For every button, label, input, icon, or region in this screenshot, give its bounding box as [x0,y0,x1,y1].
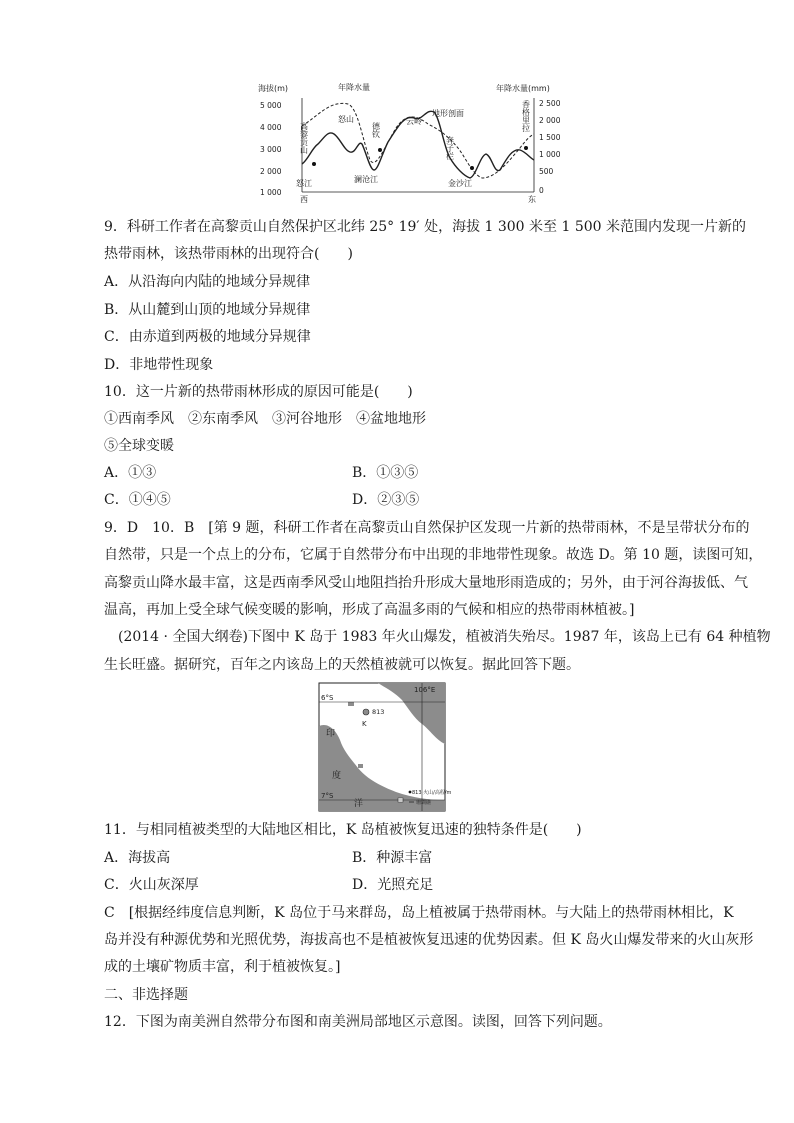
left-tick: 4 000 [260,123,282,132]
latitude-label: 6°S [321,694,334,702]
sea-label: 洋 [354,799,364,809]
right-tick: 2 000 [539,116,561,125]
right-tick: 1 500 [539,133,561,142]
q10-options-row [104,486,710,514]
mountain-label: 香格里拉 [521,100,531,132]
q10-items: ①西南季风 ②东南季风 ③河谷地形 ④盆地地形 [104,411,426,427]
legend-precipitation: 年降水量 [338,83,370,92]
precipitation-curve [302,103,534,178]
river-label: 澜沧江 [354,175,378,184]
direction-east: 东 [528,195,536,204]
q9-option-a: A．从沿海向内陆的地域分异规律 [104,274,311,290]
legend-terrain: 地形剖面 [432,109,464,118]
intro-11: 生长旺盛。据研究，百年之内该岛上的天然植被就可以恢复。据此回答下题。 [104,657,580,673]
q11-stem: 11．与相同植被类型的大陆地区相比，K 岛植被恢复迅速的独特条件是( ) [104,822,582,838]
answer-11: 成的土壤矿物质丰富，利于植被恢复。] [104,959,341,975]
answer-9-10: 9．D 10．B [第 9 题，科研工作者在高黎贡山自然保护区发现一片新的热带雨林，不是呈带状分布的 [104,520,750,536]
q9-stem: 9．科研工作者在高黎贡山自然保护区北纬 25° 19′ 处，海拔 1 300 米至 1 500 米范围内发现一片新的 [104,219,747,235]
terrain-precipitation-figure [258,78,570,204]
q10-items: ⑤全球变暖 [104,438,174,454]
q11-option-a: A．海拔高 [104,850,171,866]
island-label: K [362,720,367,728]
right-tick: 2 500 [539,99,561,108]
intro-11: (2014 · 全国大纲卷)下图中 K 岛于 1983 年火山爆发，植被消失殆尽。1987 年，该岛上已有 64 种植物 [118,629,771,645]
mountain-label: 奔子栏 [445,136,455,160]
left-axis-title: 海拔(m) [258,84,289,93]
answer-9-10: 高黎贡山降水最丰富，这是西南季风受山地阻挡抬升形成大量地形雨造成的；另外，由于河谷海拔低、气 [104,575,748,591]
volcano-value: 813 [372,708,385,716]
right-axis-title: 年降水量(mm) [496,84,550,93]
right-tick: 500 [539,167,554,176]
latitude-label: 7°S [321,792,334,800]
mountain-label: 怒山 [338,115,354,124]
q12-stem: 12．下图为南美洲自然带分布图和南美洲局部地区示意图。读图，回答下列问题。 [104,1014,612,1030]
q10-option-b: B．①③⑤ [352,465,419,481]
river-label: 金沙江 [448,179,472,188]
direction-west: 西 [300,195,308,204]
answer-11: 岛并没有种源优势和光照优势，海拔高也不是植被恢复迅速的优势因素。但 K 岛火山爆发带来的火山灰形 [104,932,754,948]
answer-9-10: 自然带，只是一个点上的分布，它属于自然带分布中出现的非地带性现象。故选 D。第 10 题，读图可知， [104,547,763,563]
left-tick: 1 000 [260,188,282,197]
longitude-label: 106°E [414,686,436,694]
sea-label: 度 [332,771,342,781]
left-tick: 3 000 [260,145,282,154]
q11-options-row [104,844,710,872]
sea-label: 印 [326,729,336,739]
q11-option-c: C．火山灰深厚 [104,877,199,893]
river-label: 怒江 [296,179,312,188]
q10-option-d: D．②③⑤ [352,492,420,508]
q11-option-b: B．种源丰富 [352,850,433,866]
q9-option-b: B．从山麓到山顶的地域分异规律 [104,302,311,318]
q9-stem: 热带雨林，该热带雨林的出现符合( ) [104,246,353,262]
right-tick: 1 000 [539,150,561,159]
k-island-map [318,682,452,812]
section-title: 二、非选择题 [104,987,188,1003]
k-island [363,709,369,715]
legend-volcano: 813 火山/高程/m [412,790,452,796]
q9-option-d: D．非地带性现象 [104,357,214,373]
mountain-label: 云岭 [406,117,422,126]
q10-stem: 10．这一片新的热带雨林形成的原因可能是( ) [104,384,413,400]
mountain-label: 德钦 [371,122,381,138]
q10-options-row [104,459,710,487]
q11-option-d: D．光照充足 [352,877,434,893]
q9-option-c: C．由赤道到两极的地域分异规律 [104,329,311,345]
q11-options-row [104,871,710,899]
mountain-label: 高黎贡山 [299,122,309,154]
left-tick: 2 000 [260,167,282,176]
legend-coral: 珊瑚礁 [416,800,432,806]
q10-option-c: C．①④⑤ [104,492,171,508]
answer-9-10: 温高，再加上受全球气候变暖的影响，形成了高温多雨的气候和相应的热带雨林植被。] [104,602,635,618]
answer-11: C [根据经纬度信息判断，K 岛位于马来群岛，岛上植被属于热带雨林。与大陆上的热带雨林相比，K [104,905,734,921]
left-tick: 5 000 [260,101,282,110]
right-tick: 0 [539,186,544,195]
q10-option-a: A．①③ [104,465,157,481]
